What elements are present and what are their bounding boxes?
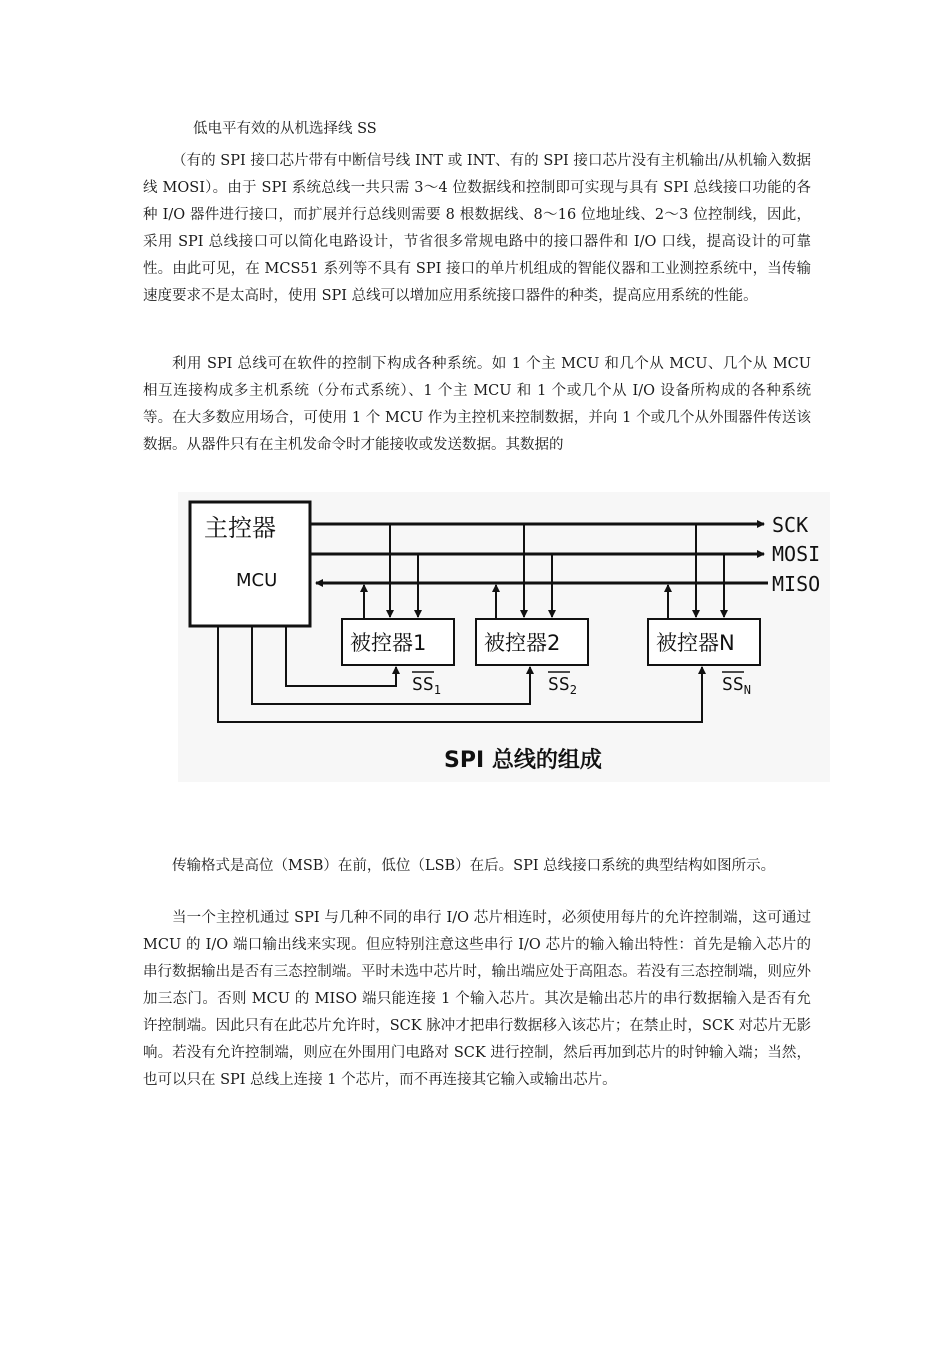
signal-label-miso: MISO <box>772 572 821 596</box>
figure-caption: SPI 总线的组成 <box>444 748 602 773</box>
paragraph-3: 传输格式是高位（MSB）在前，低位（LSB）在后。SPI 总线接口系统的典型结构如图所示。 <box>172 858 776 874</box>
paragraph-1: （有的 SPI 接口芯片带有中断信号线 INT 或 INT、有的 SPI 接口芯片没有主机输出/从机输入数据线 MOSI）。由于 SPI 系统总线一共只需 3～4 位数据线和控制即可实现与具有 SPI 总线接口功能的各种 I/O 器件进行接口，而扩展并行总线则需要 8 根数据线、8～16 位地址线、2～3 位控制线，因此，采用 SPI 总线接口可以简化电路设计，节省很多常规电路中的接口器件和 I/O 口线，提高设计的可靠性。由此可见，在 MCS51 系列等不具有 SPI 接口的单片机组成的智能仪器和工业测控系统中，当传输速度要求不是太高时，使用 SPI 总线可以增加应用系统接口器件的种类，提高应用系统的性能。 <box>143 153 811 304</box>
text-line-ss: 低电平有效的从机选择线 SS <box>193 121 377 137</box>
select-label-2 <box>548 672 577 697</box>
select-sub-n: N <box>743 683 751 697</box>
slave-label-n: 被控器N <box>656 631 735 655</box>
select-main-1: SS <box>412 674 434 695</box>
svg-text:SS1 <box>412 674 441 697</box>
svg-text:SS2 <box>548 674 577 697</box>
select-main-n: SS <box>722 674 744 695</box>
signal-label-mosi: MOSI <box>772 542 821 566</box>
svg-text:SSN <box>722 674 751 697</box>
slave-label-2: 被控器2 <box>484 631 561 655</box>
signal-label-sck: SCK <box>772 513 809 537</box>
select-label-1 <box>412 672 441 697</box>
master-title: 主控器 <box>204 514 276 542</box>
select-sub-1: 1 <box>433 683 441 697</box>
paragraph-4: 当一个主控机通过 SPI 与几种不同的串行 I/O 芯片相连时，必须使用每片的允许控制端，这可通过 MCU 的 I/O 端口输出线来实现。但应特别注意这些串行 I/O 芯片的输入输出特性：首先是输入芯片的串行数据输出是否有三态控制端。平时未选中芯片时，输出端应处于高阻态。若没有三态控制端，则应外加三态门。否则 MCU 的 MISO 端只能连接 1 个输入芯片。其次是输出芯片的串行数据输入是否有允许控制端。因此只有在此芯片允许时，SCK 脉冲才把串行数据移入该芯片；在禁止时，SCK 对芯片无影响。若没有允许控制端，则应在外围用门电路对 SCK 进行控制，然后再加到芯片的时钟输入端；当然，也可以只在 SPI 总线上连接 1 个芯片，而不再连接其它输入或输出芯片。 <box>143 910 811 1088</box>
slave-label-1: 被控器1 <box>350 631 427 655</box>
select-main-2: SS <box>548 674 570 695</box>
master-sub: MCU <box>236 570 278 591</box>
select-sub-2: 2 <box>569 683 577 697</box>
spi-bus-figure <box>178 492 830 782</box>
select-line-n <box>218 626 702 722</box>
paragraph-2: 利用 SPI 总线可在软件的控制下构成各种系统。如 1 个主 MCU 和几个从 MCU、几个从 MCU 相互连接构成多主机系统（分布式系统）、1 个主 MCU 和 1 个或几个从 I/O 设备所构成的各种系统等。在大多数应用场合，可使用 1 个 MCU 作为主控机来控制数据，并向 1 个或几个从外围器件传送该数据。从器件只有在主机发命令时才能接收或发送数据。其数据的 <box>143 356 811 453</box>
select-label-n <box>722 672 751 697</box>
spi-bus-diagram <box>178 492 830 782</box>
